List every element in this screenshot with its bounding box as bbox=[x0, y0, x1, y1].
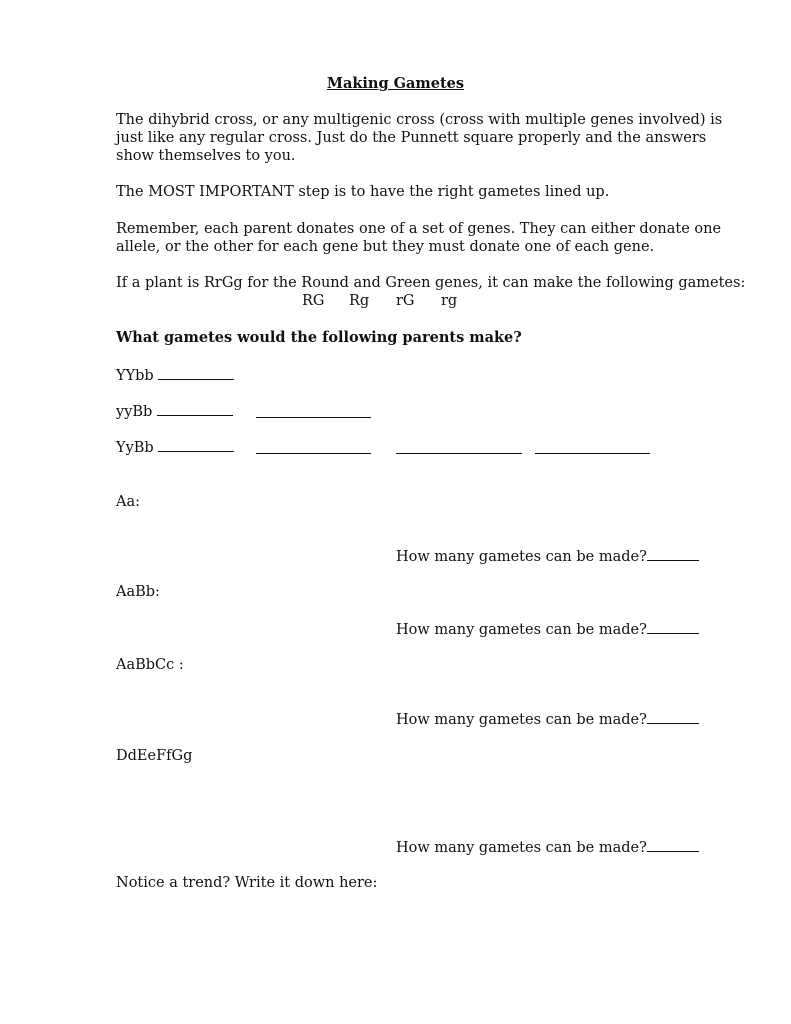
answer-blank[interactable] bbox=[647, 620, 699, 634]
example-gamete: RG bbox=[302, 293, 325, 309]
answer-blank[interactable] bbox=[647, 710, 699, 724]
question-text: How many gametes can be made? bbox=[396, 549, 647, 565]
answer-blank[interactable] bbox=[535, 440, 650, 454]
question-heading: What gametes would the following parents make? bbox=[116, 329, 522, 346]
question-text: How many gametes can be made? bbox=[396, 622, 647, 638]
important-note: The MOST IMPORTANT step is to have the right gametes lined up. bbox=[116, 184, 610, 200]
page-title: Making Gametes bbox=[326, 75, 465, 92]
intro-line-2: just like any regular cross. Just do the Punnett square properly and the answers bbox=[116, 130, 707, 146]
intro-line-1: The dihybrid cross, or any multigenic cross (cross with multiple genes involved) is bbox=[116, 112, 723, 128]
gamete-count-question bbox=[396, 710, 699, 729]
question-text: How many gametes can be made? bbox=[396, 840, 647, 856]
answer-blank[interactable] bbox=[157, 402, 233, 416]
genotype-aabbcc: AaBbCc : bbox=[116, 657, 184, 673]
answer-blank[interactable] bbox=[256, 440, 371, 454]
parent-genotype: YYbb bbox=[116, 368, 154, 384]
question-text: How many gametes can be made? bbox=[396, 712, 647, 728]
gamete-count-question bbox=[396, 838, 699, 857]
parent-genotype: YyBb bbox=[116, 440, 154, 456]
remember-line-2: allele, or the other for each gene but they must donate one of each gene. bbox=[116, 239, 655, 255]
example-gamete: rG bbox=[396, 293, 415, 309]
genotype-aabb: AaBb: bbox=[116, 584, 160, 600]
gamete-count-question bbox=[396, 547, 699, 566]
parent-genotype: yyBb bbox=[116, 404, 153, 420]
answer-blank[interactable] bbox=[396, 440, 522, 454]
parent-row-yybb bbox=[116, 366, 234, 385]
remember-line-1: Remember, each parent donates one of a set of genes. They can either donate one bbox=[116, 221, 722, 237]
example-gamete: rg bbox=[441, 293, 458, 309]
intro-line-3: show themselves to you. bbox=[116, 148, 296, 164]
answer-blank[interactable] bbox=[256, 404, 371, 418]
answer-blank[interactable] bbox=[647, 838, 699, 852]
example-gamete: Rg bbox=[349, 293, 370, 309]
genotype-aa: Aa: bbox=[116, 494, 141, 510]
answer-blank[interactable] bbox=[158, 366, 234, 380]
answer-blank[interactable] bbox=[158, 438, 234, 452]
trend-prompt: Notice a trend? Write it down here: bbox=[116, 875, 378, 891]
genotype-ddeeffgg: DdEeFfGg bbox=[116, 748, 193, 764]
gamete-count-question bbox=[396, 620, 699, 639]
parent-row-yybb-dihet bbox=[116, 438, 234, 457]
parent-row-yybb-het bbox=[116, 402, 233, 421]
answer-blank[interactable] bbox=[647, 547, 699, 561]
example-text: If a plant is RrGg for the Round and Green genes, it can make the following gametes: bbox=[116, 275, 746, 291]
